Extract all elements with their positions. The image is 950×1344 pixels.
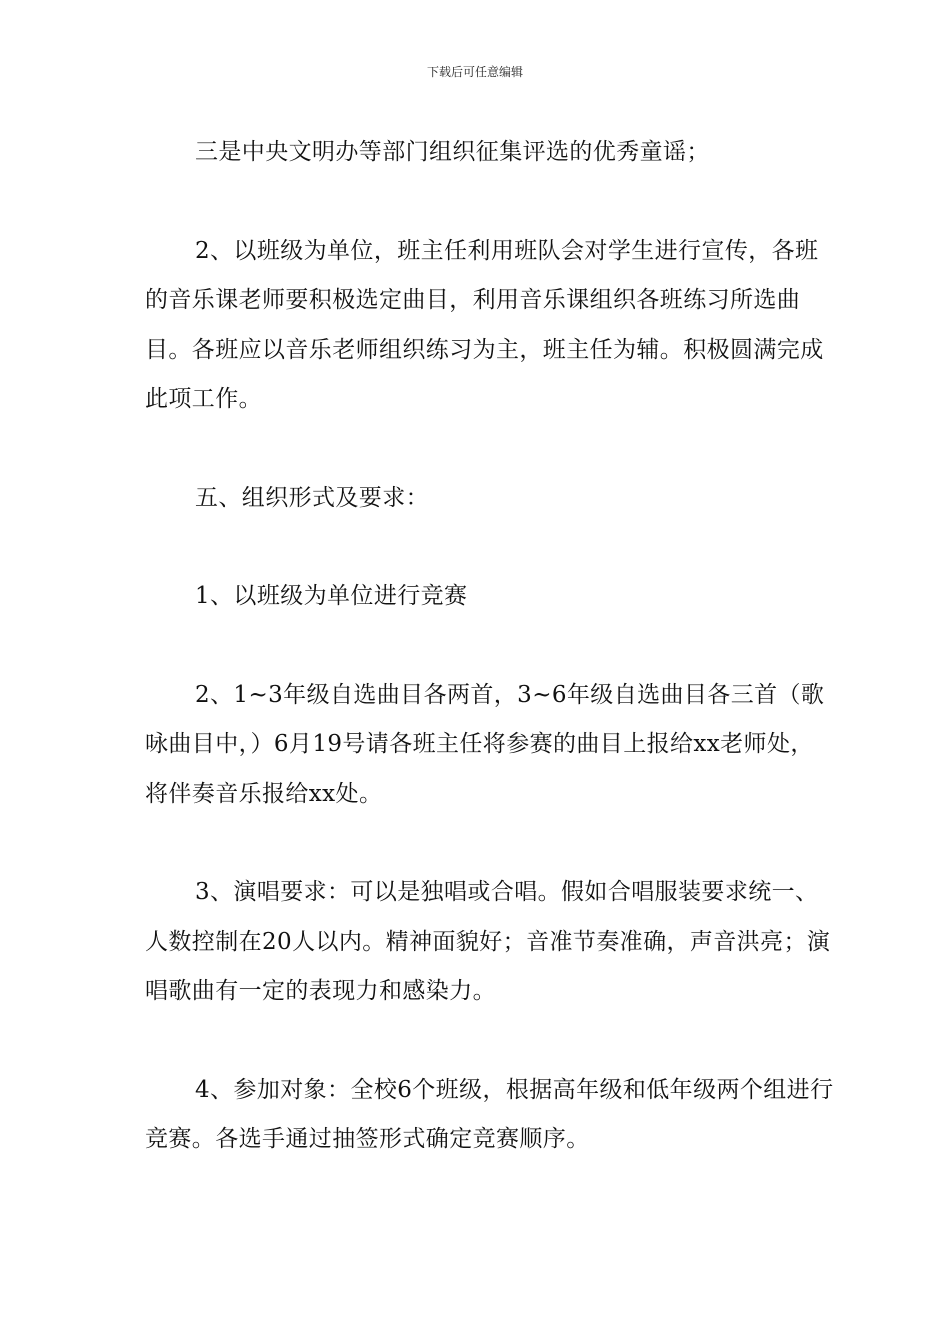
page-header: 下载后可任意编辑 [426, 65, 523, 79]
section-heading: 五、组织形式及要求： [195, 484, 429, 511]
document-body [145, 128, 835, 1214]
paragraph-2: 2、以班级为单位，班主任利用班队会对学生进行宣传，各班的音乐课老师要积极选定曲目，利用音乐课组织各班练习所选曲目。各班应以音乐老师组织练习为主，班主任为辅。积极圆满完成此项工作。 [145, 237, 824, 412]
paragraph-4: 1、以班级为单位进行竞赛 [195, 583, 468, 609]
paragraph-6: 3、演唱要求：可以是独唱或合唱。假如合唱服装要求统一、人数控制在20人以内。精神面貌好；音准节奏准确，声音洪亮；演唱歌曲有一定的表现力和感染力。 [145, 879, 831, 1004]
paragraph-5: 2、1~3年级自选曲目各两首，3~6年级自选曲目各三首（歌咏曲目中，）6月19号请各班主任将参赛的曲目上报给xx老师处，将伴奏音乐报给xx处。 [145, 681, 825, 807]
paragraph-7: 4、参加对象：全校6个班级，根据高年级和低年级两个组进行竞赛。各选手通过抽签形式确定竞赛顺序。 [145, 1076, 834, 1152]
paragraph-1: 三是中央文明办等部门组织征集评选的优秀童谣； [195, 139, 710, 165]
